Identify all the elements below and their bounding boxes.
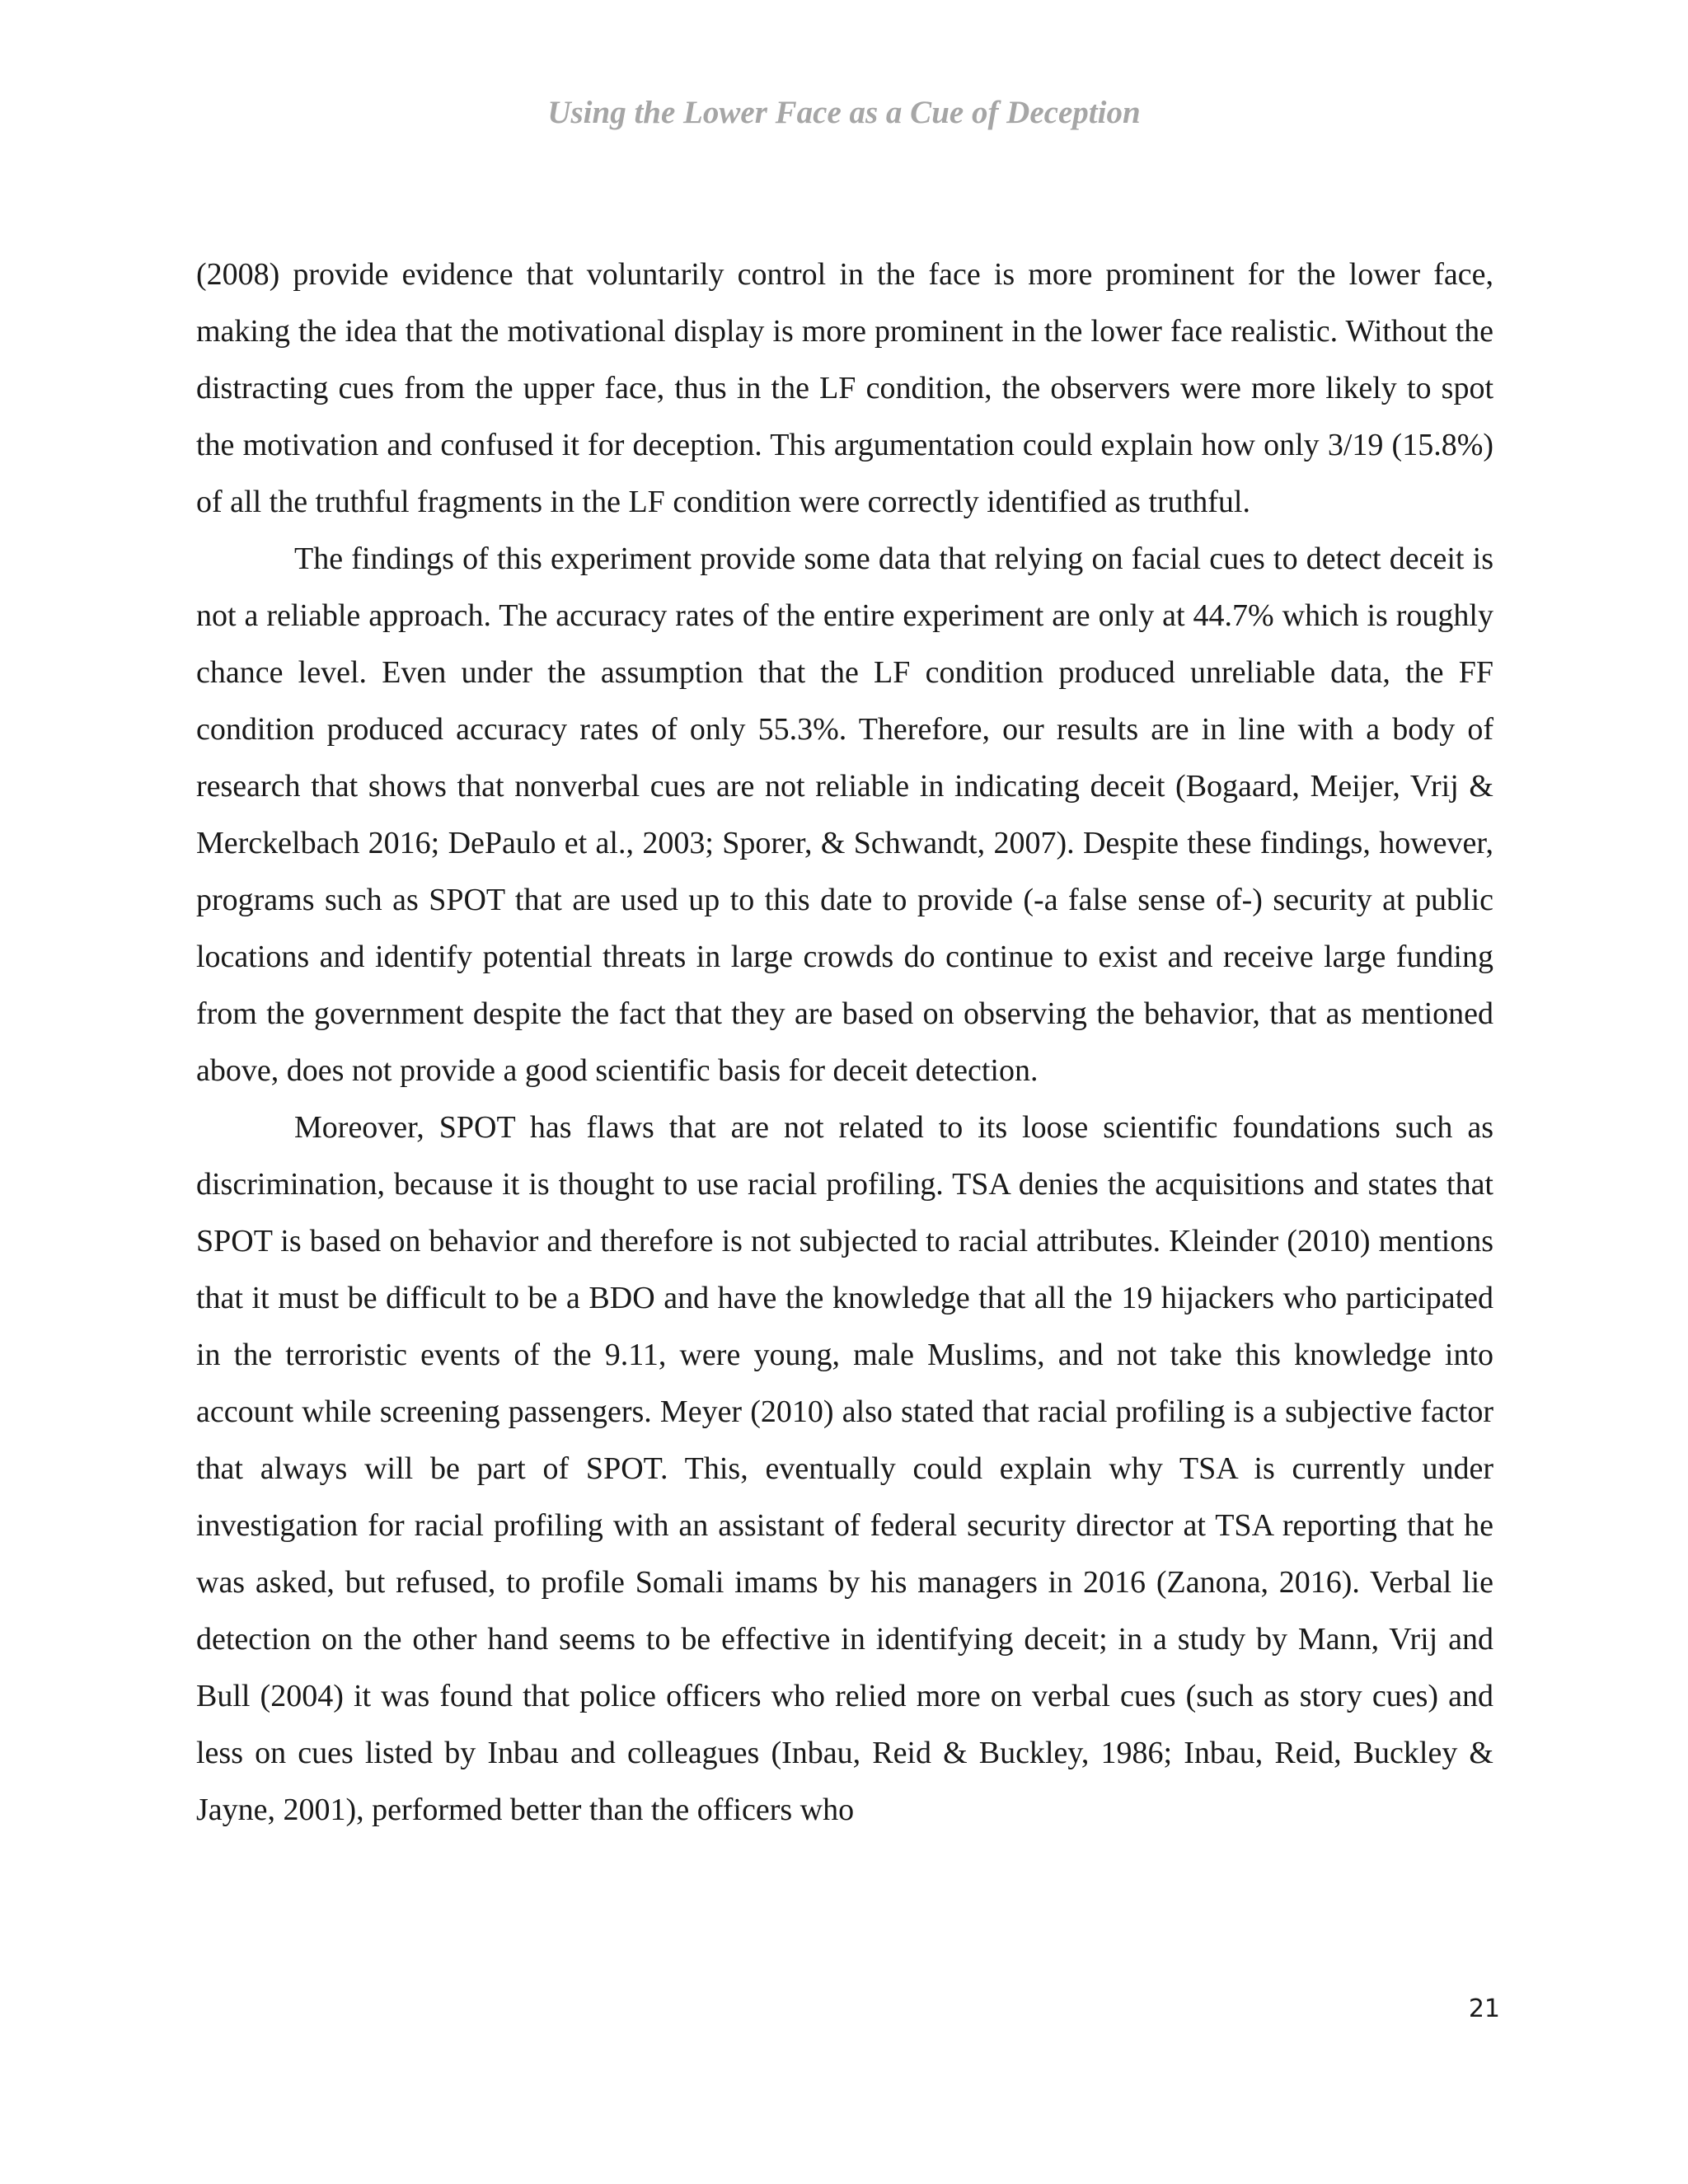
paragraph-spot-flaws: Moreover, SPOT has flaws that are not related to its loose scientific foundations such as discrimination, because it is thought to use racial profiling. TSA denies the acquisitions and states that SPOT is based on behavior and therefore is not subjected to racial attributes. Kleinder (2010) mentions that it must be difficult to be a BDO and have the knowledge that all the 19 hijackers who participated in the terroristic events of the 9.11, were young, male Muslims, and not take this knowledge into account while screening passengers. Meyer (2010) also stated that racial profiling is a subjective factor that always will be part of SPOT. This, eventually could explain why TSA is currently under investigation for racial profiling with an assistant of federal security director at TSA reporting that he was asked, but refused, to profile Somali imams by his managers in 2016 (Zanona, 2016). Verbal lie detection on the other hand seems to be effective in identifying deceit; in a study by Mann, Vrij and Bull (2004) it was found that police officers who relied more on verbal cues (such as story cues) and less on cues listed by Inbau and colleagues (Inbau, Reid & Buckley, 1986; Inbau, Reid, Buckley & Jayne, 2001), performed better than the officers who bbox=[196, 1110, 1493, 1827]
page-number: 21 bbox=[1468, 1994, 1500, 2023]
running-header-title: Using the Lower Face as a Cue of Deception bbox=[547, 95, 1141, 130]
paragraph-findings: The findings of this experiment provide some data that relying on facial cues to detect deceit is not a reliable approach. The accuracy rates of the entire experiment are only at 44.7% which is roughly chance level. Even under the assumption that the LF condition produced unreliable data, the FF condition produced accuracy rates of only 55.3%. Therefore, our results are in line with a body of research that shows that nonverbal cues are not reliable in indicating deceit (Bogaard, Meijer, Vrij & Merckelbach 2016; DePaulo et al., 2003; Sporer, & Schwandt, 2007). Despite these findings, however, programs such as SPOT that are used up to this date to provide (-a false sense of-) security at public locations and identify potential threats in large crowds do continue to exist and receive large funding from the government despite the fact that they are based on observing the behavior, that as mentioned above, does not provide a good scientific basis for deceit detection. bbox=[196, 541, 1493, 1088]
body-text bbox=[196, 246, 1493, 1839]
paragraph-continuation: (2008) provide evidence that voluntarily control in the face is more prominent for the lower face, making the idea that the motivational display is more prominent in the lower face realistic. Without the distracting cues from the upper face, thus in the LF condition, the observers were more likely to spot the motivation and confused it for deception. This argumentation could explain how only 3/19 (15.8%) of all the truthful fragments in the LF condition were correctly identified as truthful. bbox=[196, 257, 1493, 519]
